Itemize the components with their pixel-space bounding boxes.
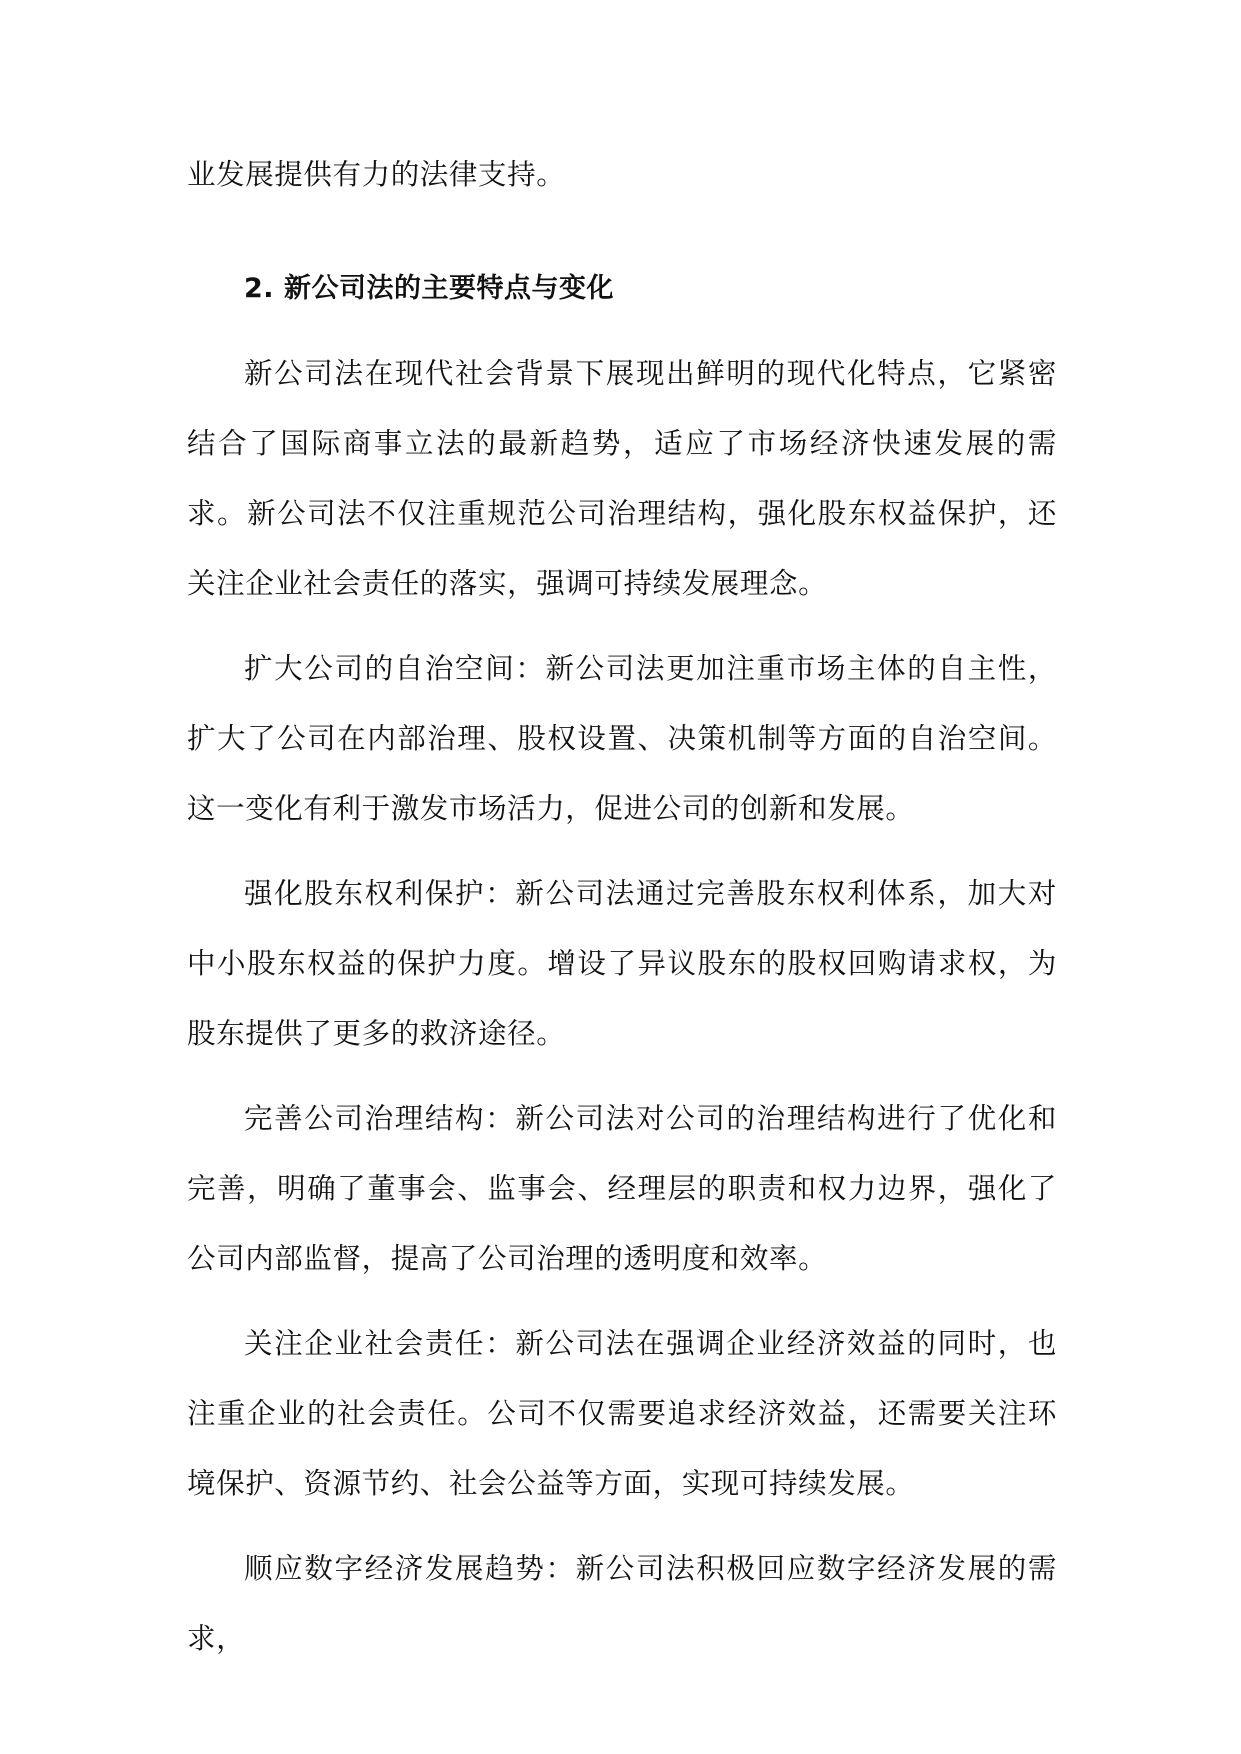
paragraph-governance: 完善公司治理结构：新公司法对公司的治理结构进行了优化和完善，明确了董事会、监事会、经理层的职责和权力边界，强化了公司内部监督，提高了公司治理的透明度和效率。 — [187, 1102, 1057, 1275]
paragraph-shareholder-rights: 强化股东权利保护：新公司法通过完善股东权利体系，加大对中小股东权益的保护力度。增设了异议股东的股权回购请求权，为股东提供了更多的救济途径。 — [187, 877, 1057, 1050]
paragraph-social-responsibility: 关注企业社会责任：新公司法在强调企业经济效益的同时，也注重企业的社会责任。公司不仅需要追求经济效益，还需要关注环境保护、资源节约、社会公益等方面，实现可持续发展。 — [187, 1327, 1057, 1500]
paragraph-intro: 新公司法在现代社会背景下展现出鲜明的现代化特点，它紧密结合了国际商事立法的最新趋势，适应了市场经济快速发展的需求。新公司法不仅注重规范公司治理结构，强化股东权益保护，还关注企业社会责任的落实，强调可持续发展理念。 — [187, 357, 1057, 600]
section-heading: 2. 新公司法的主要特点与变化 — [244, 273, 614, 304]
body-text-column — [187, 140, 1057, 1689]
continuation-paragraph: 业发展提供有力的法律支持。 — [187, 158, 566, 191]
paragraph-digital-economy: 顺应数字经济发展趋势：新公司法积极回应数字经济发展的需求， — [187, 1552, 1057, 1655]
paragraph-autonomy: 扩大公司的自治空间：新公司法更加注重市场主体的自主性，扩大了公司在内部治理、股权设置、决策机制等方面的自治空间。这一变化有利于激发市场活力，促进公司的创新和发展。 — [187, 652, 1057, 825]
